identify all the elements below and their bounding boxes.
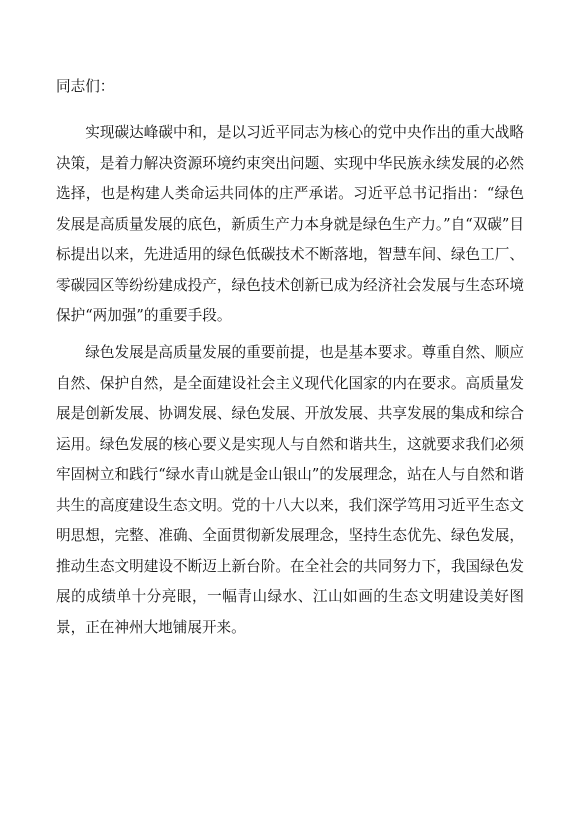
salutation: 同志们： (56, 78, 115, 95)
paragraph-2: 绿色发展是高质量发展的重要前提，也是基本要求。尊重自然、顺应自然、保护自然，是全面建设社会主义现代化国家的内在要求。高质量发展是创新发展、协调发展、绿色发展、开放发展、共享发展的集成和综合运用。绿色发展的核心要义是实现人与自然和谐共生，这就要求我们必须牢固树立和践行“绿水青山就是金山银山”的发展理念，站在人与自然和谐共生的高度建设生态文明。党的十八大以来，我们深学笃用习近平生态文明思想，完整、准确、全面贯彻新发展理念，坚持生态优先、绿色发展，推动生态文明建设不断迈上新台阶。在全社会的共同努力下，我国绿色发展的成绩单十分亮眼，一幅青山绿水、江山如画的生态文明建设美好图景，正在神州大地铺展开来。 (56, 344, 524, 636)
paragraph-1: 实现碳达峰碳中和，是以习近平同志为核心的党中央作出的重大战略决策，是着力解决资源环境约束突出问题、实现中华民族永续发展的必然选择，也是构建人类命运共同体的庄严承诺。习近平总书记指出：“绿色发展是高质量发展的底色，新质生产力本身就是绿色生产力。”自“双碳”目标提出以来，先进适用的绿色低碳技术不断落地，智慧车间、绿色工厂、零碳园区等纷纷建成投产，绿色技术创新已成为经济社会发展与生态环境保护“两加强”的重要手段。 (56, 124, 524, 324)
